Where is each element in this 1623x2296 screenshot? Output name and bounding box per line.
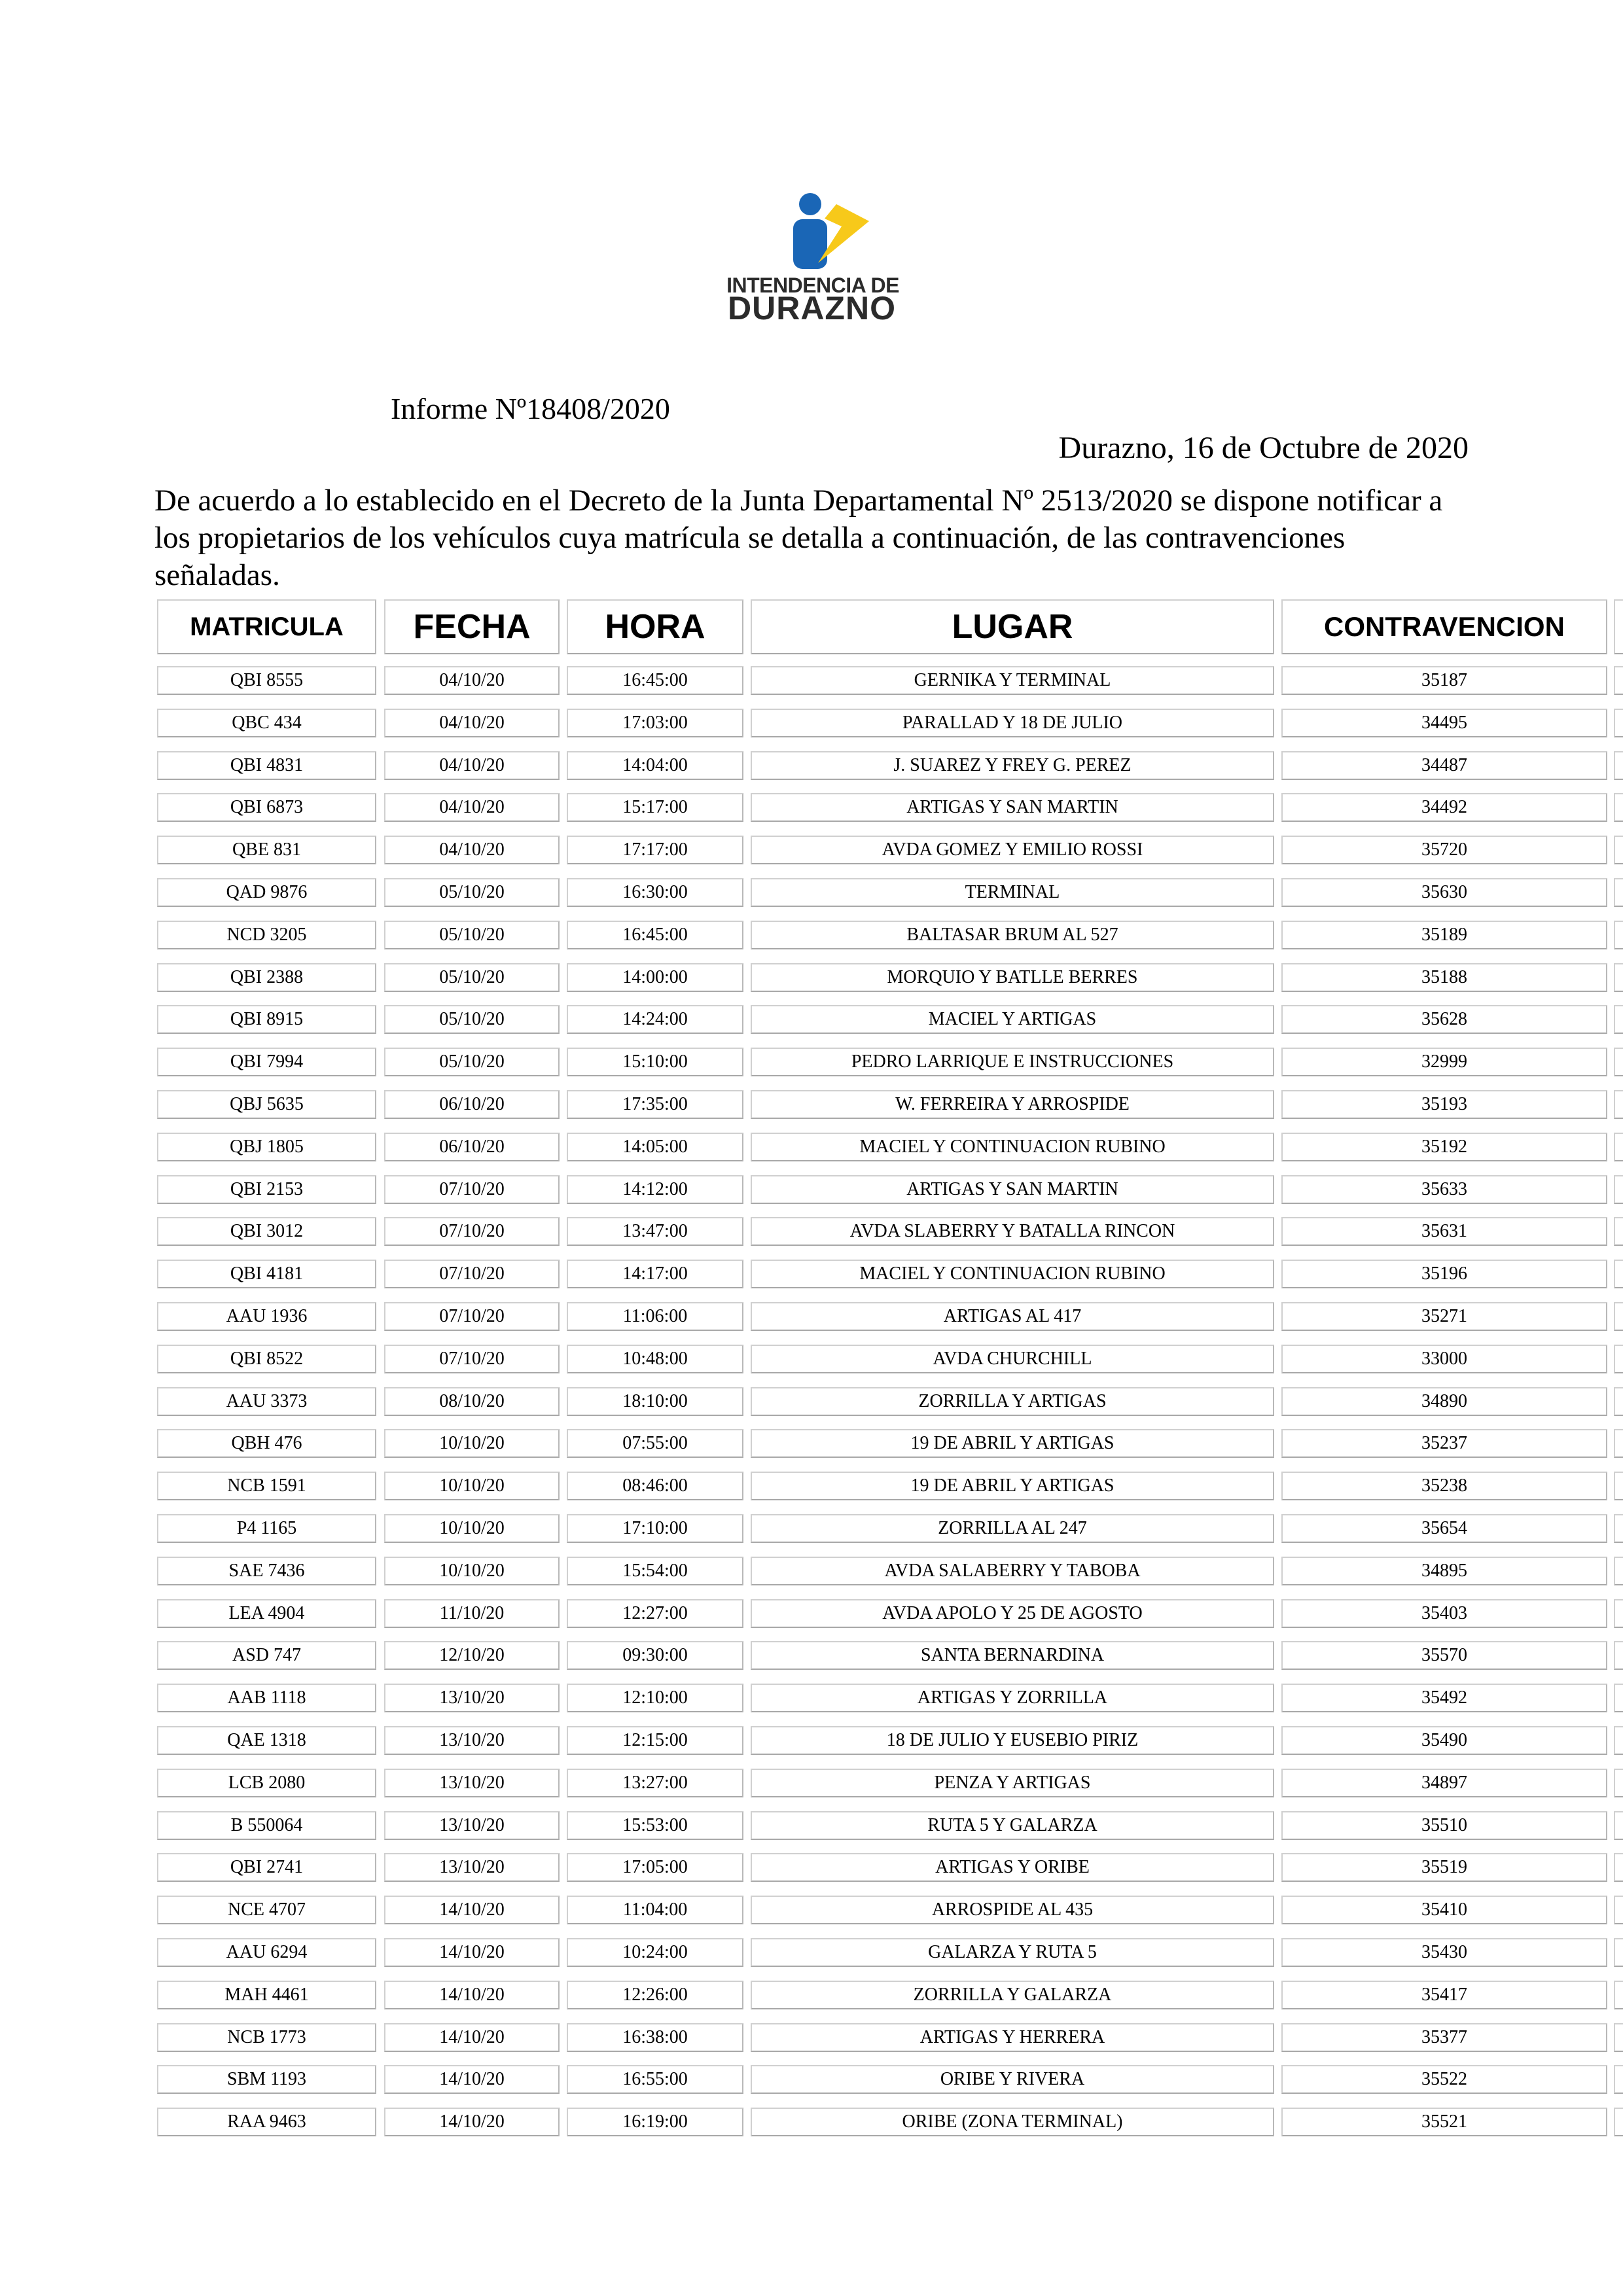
table-cell-hora: 16:45:00 <box>567 666 743 695</box>
table-cell-lugar: MACIEL Y CONTINUACION RUBINO <box>751 1133 1274 1161</box>
table-cell-fecha: 07/10/20 <box>384 1217 560 1246</box>
table-cell-lugar: GERNIKA Y TERMINAL <box>751 666 1274 695</box>
edge-column-cell <box>1614 2023 1623 2052</box>
table-cell-hora: 17:10:00 <box>567 1514 743 1543</box>
table-cell-fecha: 14/10/20 <box>384 1896 560 1924</box>
table-cell-lugar: PARALLAD Y 18 DE JULIO <box>751 709 1274 737</box>
table-cell-matricula: LEA 4904 <box>157 1599 376 1628</box>
edge-column-cell <box>1614 1769 1623 1797</box>
table-cell-hora: 14:04:00 <box>567 751 743 780</box>
table-cell-lugar: MORQUIO Y BATLLE BERRES <box>751 963 1274 992</box>
edge-column-cell <box>1614 878 1623 907</box>
table-cell-lugar: ARTIGAS Y SAN MARTIN <box>751 793 1274 822</box>
table-cell-matricula: QBI 7994 <box>157 1048 376 1076</box>
table-cell-lugar: GALARZA Y RUTA 5 <box>751 1938 1274 1967</box>
table-cell-hora: 10:48:00 <box>567 1345 743 1373</box>
table-cell-hora: 16:19:00 <box>567 2108 743 2136</box>
table-cell-contravencion: 35521 <box>1281 2108 1607 2136</box>
table-cell-hora: 17:35:00 <box>567 1090 743 1119</box>
table-cell-hora: 14:00:00 <box>567 963 743 992</box>
edge-column-cell <box>1614 1260 1623 1288</box>
table-cell-lugar: RUTA 5 Y GALARZA <box>751 1811 1274 1840</box>
table-cell-lugar: ARROSPIDE AL 435 <box>751 1896 1274 1924</box>
edge-column-cell <box>1614 1853 1623 1882</box>
table-cell-fecha: 05/10/20 <box>384 1005 560 1034</box>
table-cell-matricula: QBI 4831 <box>157 751 376 780</box>
table-cell-fecha: 13/10/20 <box>384 1684 560 1712</box>
table-cell-lugar: MACIEL Y ARTIGAS <box>751 1005 1274 1034</box>
edge-column-cell <box>1614 1005 1623 1034</box>
table-cell-fecha: 11/10/20 <box>384 1599 560 1628</box>
table-cell-hora: 09:30:00 <box>567 1641 743 1670</box>
edge-column-cell <box>1614 793 1623 822</box>
table-cell-hora: 18:10:00 <box>567 1387 743 1416</box>
table-cell-hora: 17:17:00 <box>567 836 743 864</box>
table-cell-matricula: AAU 3373 <box>157 1387 376 1416</box>
edge-column-cell <box>1614 1090 1623 1119</box>
edge-column-cell <box>1614 1133 1623 1161</box>
table-cell-fecha: 10/10/20 <box>384 1472 560 1500</box>
table-cell-fecha: 13/10/20 <box>384 1853 560 1882</box>
table-cell-fecha: 10/10/20 <box>384 1557 560 1585</box>
table-cell-contravencion: 32999 <box>1281 1048 1607 1076</box>
table-cell-hora: 07:55:00 <box>567 1429 743 1458</box>
table-cell-matricula: QBI 4181 <box>157 1260 376 1288</box>
table-cell-fecha: 14/10/20 <box>384 2108 560 2136</box>
table-cell-matricula: AAB 1118 <box>157 1684 376 1712</box>
table-cell-contravencion: 35490 <box>1281 1726 1607 1755</box>
table-cell-lugar: ZORRILLA Y ARTIGAS <box>751 1387 1274 1416</box>
table-cell-matricula: AAU 1936 <box>157 1302 376 1331</box>
table-cell-lugar: 19 DE ABRIL Y ARTIGAS <box>751 1472 1274 1500</box>
table-cell-contravencion: 35271 <box>1281 1302 1607 1331</box>
table-cell-matricula: QBI 3012 <box>157 1217 376 1246</box>
table-cell-contravencion: 35631 <box>1281 1217 1607 1246</box>
table-cell-hora: 16:55:00 <box>567 2065 743 2094</box>
table-cell-hora: 16:30:00 <box>567 878 743 907</box>
table-cell-matricula: ASD 747 <box>157 1641 376 1670</box>
table-cell-fecha: 07/10/20 <box>384 1302 560 1331</box>
table-cell-contravencion: 35519 <box>1281 1853 1607 1882</box>
table-cell-matricula: QBE 831 <box>157 836 376 864</box>
table-cell-matricula: QBC 434 <box>157 709 376 737</box>
table-cell-matricula: NCD 3205 <box>157 921 376 949</box>
table-cell-contravencion: 35522 <box>1281 2065 1607 2094</box>
table-cell-contravencion: 34495 <box>1281 709 1607 737</box>
table-cell-matricula: QBI 2388 <box>157 963 376 992</box>
edge-column-cell <box>1614 1387 1623 1416</box>
table-cell-contravencion: 34487 <box>1281 751 1607 780</box>
table-cell-hora: 14:17:00 <box>567 1260 743 1288</box>
table-cell-contravencion: 35403 <box>1281 1599 1607 1628</box>
table-cell-contravencion: 35654 <box>1281 1514 1607 1543</box>
table-cell-contravencion: 35192 <box>1281 1133 1607 1161</box>
edge-column-cell <box>1614 1472 1623 1500</box>
table-cell-fecha: 06/10/20 <box>384 1133 560 1161</box>
table-cell-contravencion: 35492 <box>1281 1684 1607 1712</box>
table-cell-fecha: 13/10/20 <box>384 1811 560 1840</box>
edge-column-cell <box>1614 963 1623 992</box>
table-cell-matricula: NCB 1773 <box>157 2023 376 2052</box>
table-cell-fecha: 14/10/20 <box>384 2023 560 2052</box>
table-cell-contravencion: 34897 <box>1281 1769 1607 1797</box>
edge-column-cell <box>1614 836 1623 864</box>
table-cell-matricula: RAA 9463 <box>157 2108 376 2136</box>
table-cell-contravencion: 35430 <box>1281 1938 1607 1967</box>
table-cell-fecha: 04/10/20 <box>384 666 560 695</box>
table-cell-matricula: QBI 8555 <box>157 666 376 695</box>
table-cell-fecha: 13/10/20 <box>384 1769 560 1797</box>
table-cell-fecha: 07/10/20 <box>384 1345 560 1373</box>
edge-column-cell <box>1614 666 1623 695</box>
table-cell-hora: 11:04:00 <box>567 1896 743 1924</box>
table-cell-matricula: QBJ 1805 <box>157 1133 376 1161</box>
edge-column-cell <box>1614 1302 1623 1331</box>
table-cell-contravencion: 34890 <box>1281 1387 1607 1416</box>
table-cell-lugar: AVDA CHURCHILL <box>751 1345 1274 1373</box>
table-cell-hora: 11:06:00 <box>567 1302 743 1331</box>
table-cell-lugar: ARTIGAS Y SAN MARTIN <box>751 1175 1274 1204</box>
table-cell-matricula: MAH 4461 <box>157 1981 376 2009</box>
table-cell-matricula: P4 1165 <box>157 1514 376 1543</box>
table-cell-contravencion: 35187 <box>1281 666 1607 695</box>
table-cell-fecha: 14/10/20 <box>384 1981 560 2009</box>
edge-column-cell <box>1614 1684 1623 1712</box>
edge-column-cell <box>1614 1048 1623 1076</box>
table-cell-contravencion: 35196 <box>1281 1260 1607 1288</box>
edge-column-cell <box>1614 1811 1623 1840</box>
edge-column-cell <box>1614 1896 1623 1924</box>
table-cell-matricula: QBI 2153 <box>157 1175 376 1204</box>
table-cell-lugar: ARTIGAS Y ORIBE <box>751 1853 1274 1882</box>
table-cell-contravencion: 35570 <box>1281 1641 1607 1670</box>
table-cell-contravencion: 34895 <box>1281 1557 1607 1585</box>
table-cell-lugar: ARTIGAS Y ZORRILLA <box>751 1684 1274 1712</box>
document-date: Durazno, 16 de Octubre de 2020 <box>1058 431 1469 465</box>
report-number: Informe Nº18408/2020 <box>391 392 670 425</box>
table-cell-fecha: 12/10/20 <box>384 1641 560 1670</box>
table-cell-lugar: 18 DE JULIO Y EUSEBIO PIRIZ <box>751 1726 1274 1755</box>
edge-column-cell <box>1614 1217 1623 1246</box>
table-cell-hora: 14:12:00 <box>567 1175 743 1204</box>
table-cell-fecha: 05/10/20 <box>384 921 560 949</box>
table-cell-contravencion: 33000 <box>1281 1345 1607 1373</box>
edge-column-cell <box>1614 1938 1623 1967</box>
table-cell-contravencion: 35720 <box>1281 836 1607 864</box>
table-cell-hora: 15:10:00 <box>567 1048 743 1076</box>
table-cell-hora: 14:24:00 <box>567 1005 743 1034</box>
table-cell-lugar: ARTIGAS Y HERRERA <box>751 2023 1274 2052</box>
logo <box>694 190 929 327</box>
table-cell-hora: 17:03:00 <box>567 709 743 737</box>
table-cell-contravencion: 35238 <box>1281 1472 1607 1500</box>
table-cell-contravencion: 35417 <box>1281 1981 1607 2009</box>
table-cell-hora: 10:24:00 <box>567 1938 743 1967</box>
logo-text-line2: DURAZNO <box>728 290 896 327</box>
table-cell-fecha: 08/10/20 <box>384 1387 560 1416</box>
table-cell-hora: 15:54:00 <box>567 1557 743 1585</box>
table-cell-hora: 15:17:00 <box>567 793 743 822</box>
table-cell-lugar: ORIBE Y RIVERA <box>751 2065 1274 2094</box>
edge-column-cell <box>1614 2108 1623 2136</box>
table-cell-hora: 14:05:00 <box>567 1133 743 1161</box>
table-cell-hora: 12:26:00 <box>567 1981 743 2009</box>
intendencia-logo-icon <box>746 190 877 272</box>
edge-column-cell <box>1614 1175 1623 1204</box>
table-cell-contravencion: 35628 <box>1281 1005 1607 1034</box>
edge-column-cell <box>1614 1345 1623 1373</box>
table-cell-lugar: SANTA BERNARDINA <box>751 1641 1274 1670</box>
column-header-hora: HORA <box>567 599 743 654</box>
edge-column-cell <box>1614 1726 1623 1755</box>
edge-column-cell <box>1614 1429 1623 1458</box>
table-cell-matricula: QBI 2741 <box>157 1853 376 1882</box>
table-cell-hora: 17:05:00 <box>567 1853 743 1882</box>
table-cell-contravencion: 35410 <box>1281 1896 1607 1924</box>
table-cell-fecha: 04/10/20 <box>384 751 560 780</box>
table-cell-contravencion: 35633 <box>1281 1175 1607 1204</box>
table-cell-hora: 16:38:00 <box>567 2023 743 2052</box>
table-cell-fecha: 05/10/20 <box>384 1048 560 1076</box>
table-cell-matricula: QBJ 5635 <box>157 1090 376 1119</box>
table-cell-contravencion: 35377 <box>1281 2023 1607 2052</box>
table-cell-lugar: BALTASAR BRUM AL 527 <box>751 921 1274 949</box>
table-cell-matricula: QAE 1318 <box>157 1726 376 1755</box>
column-header-fecha: FECHA <box>384 599 560 654</box>
table-cell-matricula: QBH 476 <box>157 1429 376 1458</box>
table-cell-lugar: ZORRILLA Y GALARZA <box>751 1981 1274 2009</box>
table-cell-contravencion: 35630 <box>1281 878 1607 907</box>
table-cell-fecha: 07/10/20 <box>384 1175 560 1204</box>
table-cell-hora: 13:47:00 <box>567 1217 743 1246</box>
edge-column-cell <box>1614 1599 1623 1628</box>
table-cell-lugar: ZORRILLA AL 247 <box>751 1514 1274 1543</box>
table-cell-lugar: ORIBE (ZONA TERMINAL) <box>751 2108 1274 2136</box>
table-cell-matricula: QBI 6873 <box>157 793 376 822</box>
table-cell-contravencion: 35237 <box>1281 1429 1607 1458</box>
table-cell-hora: 08:46:00 <box>567 1472 743 1500</box>
table-cell-hora: 12:27:00 <box>567 1599 743 1628</box>
column-header-matricula: MATRICULA <box>157 599 376 654</box>
table-cell-hora: 15:53:00 <box>567 1811 743 1840</box>
table-cell-matricula: QBI 8915 <box>157 1005 376 1034</box>
table-cell-hora: 16:45:00 <box>567 921 743 949</box>
table-cell-hora: 13:27:00 <box>567 1769 743 1797</box>
edge-column-cell <box>1614 1514 1623 1543</box>
table-cell-lugar: 19 DE ABRIL Y ARTIGAS <box>751 1429 1274 1458</box>
edge-column-cell <box>1614 1641 1623 1670</box>
edge-column-cell <box>1614 751 1623 780</box>
table-cell-lugar: TERMINAL <box>751 878 1274 907</box>
table-cell-hora: 12:10:00 <box>567 1684 743 1712</box>
table-cell-matricula: LCB 2080 <box>157 1769 376 1797</box>
table-cell-fecha: 04/10/20 <box>384 836 560 864</box>
table-cell-fecha: 04/10/20 <box>384 793 560 822</box>
table-cell-contravencion: 35188 <box>1281 963 1607 992</box>
intro-paragraph: De acuerdo a lo establecido en el Decreto de la Junta Departamental Nº 2513/2020 se dispone notificar a los propietarios de los vehículos cuya matrícula se detalla a continuación, de las contravenciones señaladas. <box>154 484 1443 592</box>
edge-column-cell <box>1614 1557 1623 1585</box>
table-cell-fecha: 10/10/20 <box>384 1514 560 1543</box>
table-cell-fecha: 04/10/20 <box>384 709 560 737</box>
edge-column-cell <box>1614 599 1623 654</box>
table-cell-lugar: PENZA Y ARTIGAS <box>751 1769 1274 1797</box>
table-cell-contravencion: 35193 <box>1281 1090 1607 1119</box>
table-cell-hora: 12:15:00 <box>567 1726 743 1755</box>
table-cell-fecha: 14/10/20 <box>384 1938 560 1967</box>
table-cell-fecha: 10/10/20 <box>384 1429 560 1458</box>
table-cell-fecha: 07/10/20 <box>384 1260 560 1288</box>
table-cell-fecha: 05/10/20 <box>384 878 560 907</box>
table-cell-lugar: AVDA SLABERRY Y BATALLA RINCON <box>751 1217 1274 1246</box>
table-cell-lugar: AVDA SALABERRY Y TABOBA <box>751 1557 1274 1585</box>
table-cell-contravencion: 34492 <box>1281 793 1607 822</box>
table-cell-fecha: 14/10/20 <box>384 2065 560 2094</box>
table-cell-matricula: NCB 1591 <box>157 1472 376 1500</box>
table-cell-matricula: NCE 4707 <box>157 1896 376 1924</box>
table-cell-lugar: ARTIGAS AL 417 <box>751 1302 1274 1331</box>
table-cell-matricula: SAE 7436 <box>157 1557 376 1585</box>
column-header-lugar: LUGAR <box>751 599 1274 654</box>
table-cell-matricula: QAD 9876 <box>157 878 376 907</box>
table-cell-lugar: PEDRO LARRIQUE E INSTRUCCIONES <box>751 1048 1274 1076</box>
table-cell-matricula: QBI 8522 <box>157 1345 376 1373</box>
table-cell-lugar: MACIEL Y CONTINUACION RUBINO <box>751 1260 1274 1288</box>
table-cell-lugar: J. SUAREZ Y FREY G. PEREZ <box>751 751 1274 780</box>
table-cell-matricula: AAU 6294 <box>157 1938 376 1967</box>
table-cell-lugar: AVDA APOLO Y 25 DE AGOSTO <box>751 1599 1274 1628</box>
table-cell-fecha: 05/10/20 <box>384 963 560 992</box>
edge-column-cell <box>1614 1981 1623 2009</box>
table-cell-contravencion: 35189 <box>1281 921 1607 949</box>
column-header-contravencion: CONTRAVENCION <box>1281 599 1607 654</box>
table-cell-matricula: B 550064 <box>157 1811 376 1840</box>
table-cell-lugar: AVDA GOMEZ Y EMILIO ROSSI <box>751 836 1274 864</box>
edge-column-cell <box>1614 2065 1623 2094</box>
edge-column-cell <box>1614 709 1623 737</box>
logo-text-line1: INTENDENCIA DE <box>726 274 899 297</box>
table-cell-lugar: W. FERREIRA Y ARROSPIDE <box>751 1090 1274 1119</box>
table-cell-matricula: SBM 1193 <box>157 2065 376 2094</box>
table-cell-fecha: 06/10/20 <box>384 1090 560 1119</box>
table-cell-contravencion: 35510 <box>1281 1811 1607 1840</box>
edge-column-cell <box>1614 921 1623 949</box>
table-cell-fecha: 13/10/20 <box>384 1726 560 1755</box>
